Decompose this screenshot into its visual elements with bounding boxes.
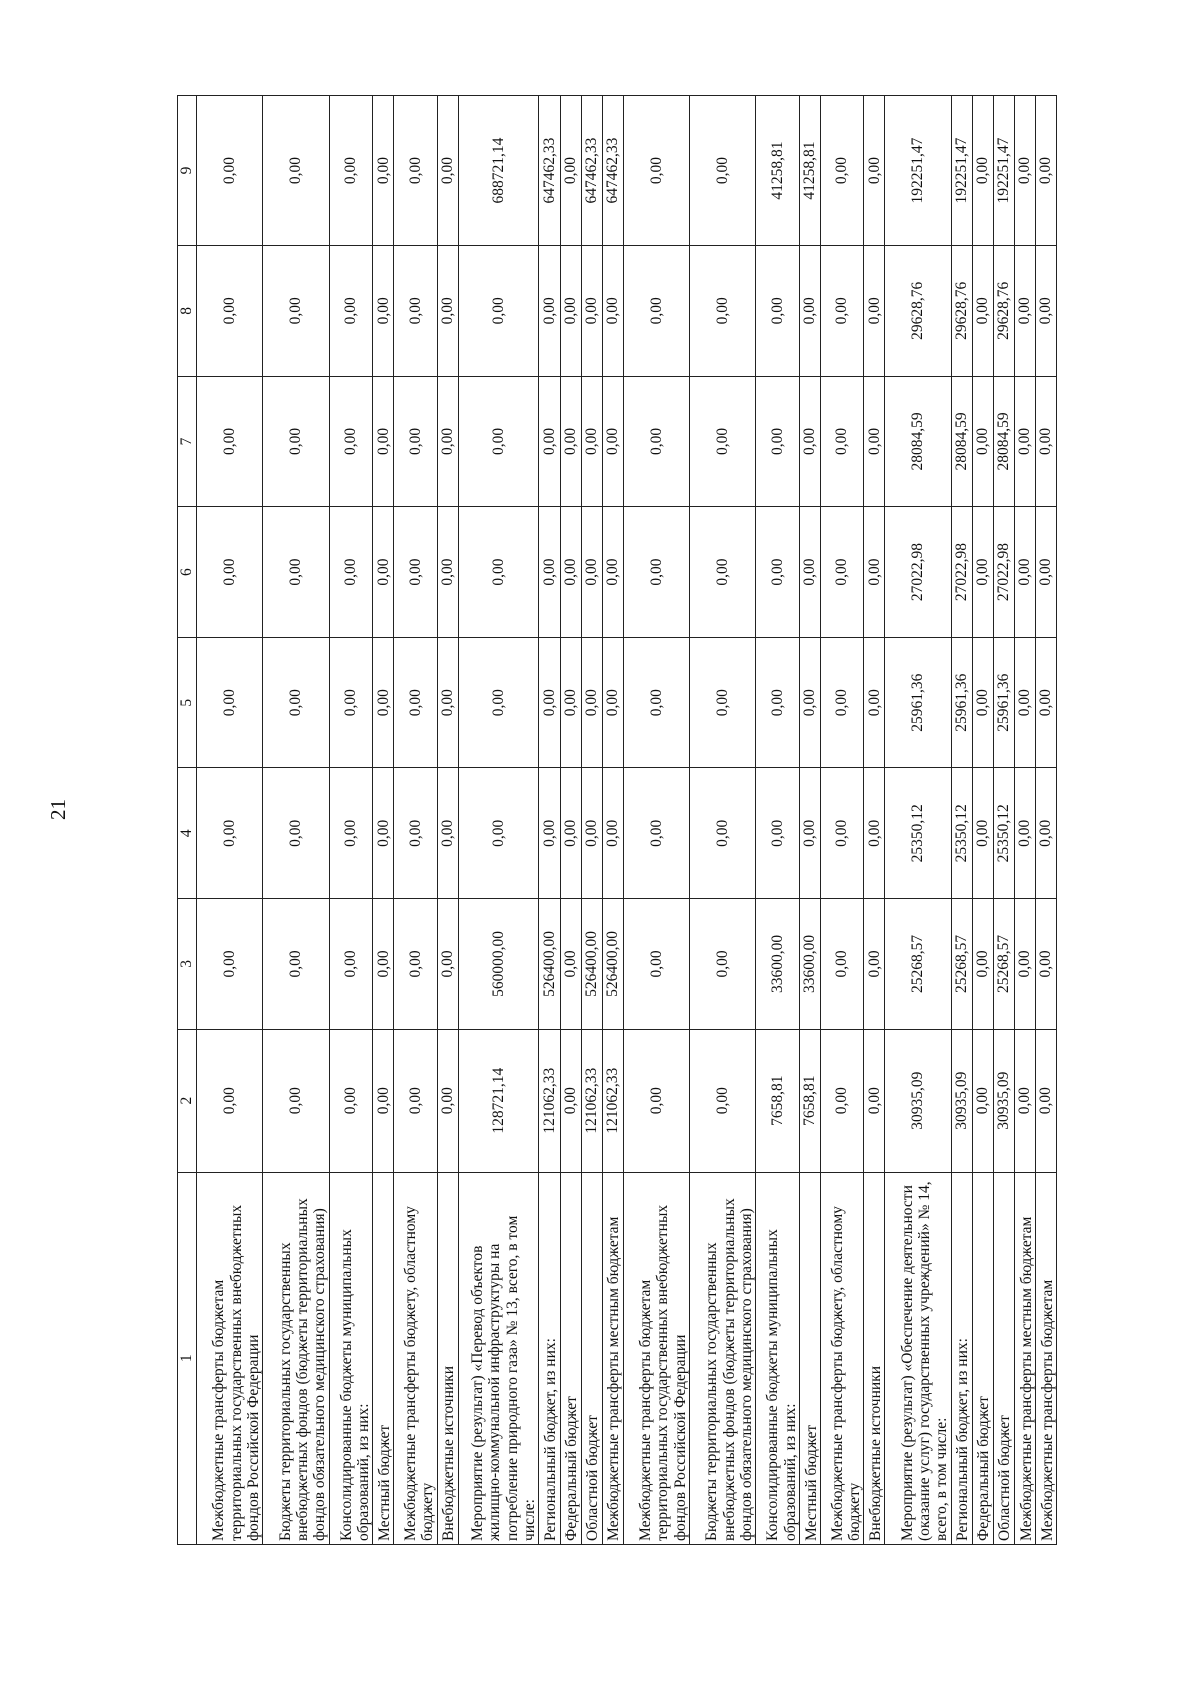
value-cell: 0,00: [458, 768, 539, 899]
value-cell: 0,00: [197, 507, 263, 638]
value-cell: 41258,81: [756, 96, 800, 246]
value-cell: 0,00: [373, 637, 394, 768]
column-header: 7: [178, 376, 197, 507]
row-label: Мероприятие (результат) «Обеспечение деятельности (оказание услуг) государственных учреждений» № 14, всего, в том числе:: [885, 1172, 951, 1544]
row-label: Межбюджетные трансферты местным бюджетам: [1014, 1172, 1035, 1544]
value-cell: 0,00: [560, 246, 581, 377]
column-header: 5: [178, 637, 197, 768]
row-label: Внебюджетные источники: [437, 1172, 458, 1544]
value-cell: 0,00: [329, 768, 373, 899]
value-cell: 0,00: [864, 507, 885, 638]
value-cell: 0,00: [560, 507, 581, 638]
column-header: 2: [178, 1029, 197, 1172]
row-label: Консолидированные бюджеты муниципальных образований, из них:: [756, 1172, 800, 1544]
value-cell: 121062,33: [539, 1029, 560, 1172]
value-cell: 0,00: [581, 376, 602, 507]
value-cell: 25268,57: [951, 899, 972, 1030]
value-cell: 0,00: [394, 96, 438, 246]
row-label: Областной бюджет: [993, 1172, 1014, 1544]
value-cell: 0,00: [820, 376, 864, 507]
value-cell: 33600,00: [799, 899, 820, 1030]
row-label: Межбюджетные трансферты бюджетам: [1035, 1172, 1056, 1544]
value-cell: 0,00: [864, 376, 885, 507]
value-cell: 27022,98: [885, 507, 951, 638]
value-cell: 7658,81: [799, 1029, 820, 1172]
value-cell: 0,00: [437, 96, 458, 246]
value-cell: 28084,59: [885, 376, 951, 507]
table-row: [394, 96, 438, 1545]
row-label: Межбюджетные трансферты бюджету, областному бюджету: [394, 1172, 438, 1544]
value-cell: 0,00: [1035, 1029, 1056, 1172]
value-cell: 0,00: [820, 507, 864, 638]
table-row: [689, 96, 755, 1545]
table-row: [820, 96, 864, 1545]
value-cell: 647462,33: [602, 96, 623, 246]
table-row: [437, 96, 458, 1545]
value-cell: 0,00: [437, 246, 458, 377]
value-cell: 25350,12: [993, 768, 1014, 899]
value-cell: 0,00: [689, 507, 755, 638]
table-row: [972, 96, 993, 1545]
value-cell: 0,00: [623, 899, 689, 1030]
value-cell: 29628,76: [993, 246, 1014, 377]
value-cell: 560000,00: [458, 899, 539, 1030]
column-header: 9: [178, 96, 197, 246]
table-row: [329, 96, 373, 1545]
value-cell: 0,00: [437, 768, 458, 899]
value-cell: 0,00: [437, 507, 458, 638]
value-cell: 28084,59: [951, 376, 972, 507]
value-cell: 0,00: [329, 246, 373, 377]
value-cell: 0,00: [799, 246, 820, 377]
value-cell: 647462,33: [581, 96, 602, 246]
value-cell: 0,00: [602, 246, 623, 377]
value-cell: 0,00: [972, 96, 993, 246]
value-cell: 30935,09: [993, 1029, 1014, 1172]
value-cell: 0,00: [1035, 768, 1056, 899]
row-label: Межбюджетные трансферты бюджетам территориальных государственных внебюджетных фондов Российской Федерации: [197, 1172, 263, 1544]
value-cell: 0,00: [373, 507, 394, 638]
row-label: Местный бюджет: [799, 1172, 820, 1544]
value-cell: 647462,33: [539, 96, 560, 246]
value-cell: 0,00: [560, 899, 581, 1030]
value-cell: 0,00: [1014, 96, 1035, 246]
value-cell: 0,00: [263, 507, 329, 638]
value-cell: 0,00: [1014, 637, 1035, 768]
row-label: Внебюджетные источники: [864, 1172, 885, 1544]
value-cell: 0,00: [799, 768, 820, 899]
value-cell: 0,00: [560, 637, 581, 768]
value-cell: 25350,12: [951, 768, 972, 899]
header-row: [178, 96, 197, 1545]
value-cell: 0,00: [329, 637, 373, 768]
value-cell: 41258,81: [799, 96, 820, 246]
value-cell: 121062,33: [581, 1029, 602, 1172]
value-cell: 0,00: [458, 637, 539, 768]
value-cell: 0,00: [373, 768, 394, 899]
row-label: Местный бюджет: [373, 1172, 394, 1544]
table-row: [602, 96, 623, 1545]
column-header: 4: [178, 768, 197, 899]
column-header: 8: [178, 246, 197, 377]
value-cell: 0,00: [329, 376, 373, 507]
column-header: 3: [178, 899, 197, 1030]
value-cell: 0,00: [263, 768, 329, 899]
value-cell: 0,00: [1014, 376, 1035, 507]
value-cell: 0,00: [458, 246, 539, 377]
value-cell: 192251,47: [885, 96, 951, 246]
value-cell: 29628,76: [885, 246, 951, 377]
row-label: Межбюджетные трансферты бюджету, областному бюджету: [820, 1172, 864, 1544]
table-row: [560, 96, 581, 1545]
value-cell: 0,00: [1014, 1029, 1035, 1172]
value-cell: 0,00: [1014, 899, 1035, 1030]
value-cell: 28084,59: [993, 376, 1014, 507]
value-cell: 0,00: [799, 376, 820, 507]
value-cell: 0,00: [972, 637, 993, 768]
table-row: [951, 96, 972, 1545]
value-cell: 192251,47: [951, 96, 972, 246]
value-cell: 0,00: [581, 637, 602, 768]
value-cell: 0,00: [623, 768, 689, 899]
table-row: [864, 96, 885, 1545]
table-row: [458, 96, 539, 1545]
table-row: [623, 96, 689, 1545]
value-cell: 0,00: [1035, 246, 1056, 377]
value-cell: 0,00: [458, 376, 539, 507]
value-cell: 192251,47: [993, 96, 1014, 246]
value-cell: 0,00: [689, 246, 755, 377]
value-cell: 0,00: [329, 899, 373, 1030]
value-cell: 0,00: [623, 246, 689, 377]
value-cell: 0,00: [373, 899, 394, 1030]
value-cell: 0,00: [972, 768, 993, 899]
value-cell: 0,00: [1014, 507, 1035, 638]
value-cell: 121062,33: [602, 1029, 623, 1172]
value-cell: 0,00: [329, 507, 373, 638]
value-cell: 0,00: [689, 376, 755, 507]
value-cell: 0,00: [539, 637, 560, 768]
table-row: [263, 96, 329, 1545]
value-cell: 0,00: [756, 246, 800, 377]
row-label: Бюджеты территориальных государственных внебюджетных фондов (бюджеты территориальных фондов обязательного медицинского страхования): [689, 1172, 755, 1544]
value-cell: 0,00: [560, 376, 581, 507]
value-cell: 0,00: [394, 246, 438, 377]
value-cell: 0,00: [689, 899, 755, 1030]
column-header: 6: [178, 507, 197, 638]
value-cell: 0,00: [394, 899, 438, 1030]
value-cell: 0,00: [263, 246, 329, 377]
table-row: [1035, 96, 1056, 1545]
value-cell: 0,00: [972, 246, 993, 377]
value-cell: 128721,14: [458, 1029, 539, 1172]
value-cell: 0,00: [623, 96, 689, 246]
value-cell: 0,00: [437, 1029, 458, 1172]
value-cell: 0,00: [581, 768, 602, 899]
value-cell: 0,00: [458, 507, 539, 638]
value-cell: 0,00: [373, 1029, 394, 1172]
value-cell: 0,00: [820, 768, 864, 899]
value-cell: 7658,81: [756, 1029, 800, 1172]
column-header: 1: [178, 1172, 197, 1544]
value-cell: 0,00: [820, 1029, 864, 1172]
value-cell: 0,00: [394, 507, 438, 638]
value-cell: 0,00: [689, 768, 755, 899]
value-cell: 526400,00: [539, 899, 560, 1030]
value-cell: 0,00: [197, 768, 263, 899]
value-cell: 0,00: [689, 1029, 755, 1172]
value-cell: 0,00: [972, 899, 993, 1030]
value-cell: 0,00: [756, 507, 800, 638]
value-cell: 0,00: [820, 96, 864, 246]
value-cell: 25268,57: [993, 899, 1014, 1030]
value-cell: 27022,98: [951, 507, 972, 638]
value-cell: 0,00: [1035, 899, 1056, 1030]
value-cell: 0,00: [560, 1029, 581, 1172]
table-row: [993, 96, 1014, 1545]
row-label: Консолидированные бюджеты муниципальных образований, из них:: [329, 1172, 373, 1544]
value-cell: 0,00: [263, 637, 329, 768]
value-cell: 0,00: [581, 246, 602, 377]
row-label: Межбюджетные трансферты местным бюджетам: [602, 1172, 623, 1544]
table-row: [197, 96, 263, 1545]
value-cell: 0,00: [602, 768, 623, 899]
table-row: [885, 96, 951, 1545]
value-cell: 0,00: [394, 637, 438, 768]
value-cell: 25961,36: [993, 637, 1014, 768]
value-cell: 0,00: [197, 96, 263, 246]
table-row: [1014, 96, 1035, 1545]
value-cell: 0,00: [373, 96, 394, 246]
value-cell: 0,00: [799, 507, 820, 638]
value-cell: 0,00: [1035, 507, 1056, 638]
value-cell: 0,00: [539, 768, 560, 899]
value-cell: 25961,36: [885, 637, 951, 768]
value-cell: 0,00: [329, 1029, 373, 1172]
row-label: Федеральный бюджет: [972, 1172, 993, 1544]
value-cell: 0,00: [820, 637, 864, 768]
value-cell: 0,00: [799, 637, 820, 768]
value-cell: 0,00: [539, 376, 560, 507]
value-cell: 0,00: [972, 507, 993, 638]
value-cell: 0,00: [602, 376, 623, 507]
value-cell: 0,00: [1014, 246, 1035, 377]
value-cell: 0,00: [623, 637, 689, 768]
table-row: [799, 96, 820, 1545]
value-cell: 30935,09: [951, 1029, 972, 1172]
value-cell: 0,00: [623, 376, 689, 507]
row-label: Федеральный бюджет: [560, 1172, 581, 1544]
table-row: [756, 96, 800, 1545]
value-cell: 0,00: [1035, 96, 1056, 246]
value-cell: 0,00: [602, 637, 623, 768]
value-cell: 0,00: [263, 899, 329, 1030]
value-cell: 0,00: [689, 96, 755, 246]
value-cell: 0,00: [756, 637, 800, 768]
value-cell: 0,00: [602, 507, 623, 638]
value-cell: 0,00: [1035, 376, 1056, 507]
value-cell: 526400,00: [581, 899, 602, 1030]
value-cell: 0,00: [539, 246, 560, 377]
value-cell: 30935,09: [885, 1029, 951, 1172]
value-cell: 0,00: [864, 96, 885, 246]
value-cell: 0,00: [437, 376, 458, 507]
value-cell: 0,00: [437, 637, 458, 768]
value-cell: 0,00: [581, 507, 602, 638]
value-cell: 0,00: [972, 1029, 993, 1172]
row-label: Мероприятие (результат) «Перевод объектов жилищно-коммунальной инфраструктуры на потребление природного газа» № 13, всего, в том числе:: [458, 1172, 539, 1544]
value-cell: 0,00: [373, 246, 394, 377]
value-cell: 0,00: [394, 1029, 438, 1172]
value-cell: 0,00: [197, 376, 263, 507]
value-cell: 0,00: [263, 96, 329, 246]
value-cell: 25268,57: [885, 899, 951, 1030]
value-cell: 0,00: [820, 899, 864, 1030]
value-cell: 688721,14: [458, 96, 539, 246]
value-cell: 0,00: [197, 899, 263, 1030]
value-cell: 0,00: [394, 376, 438, 507]
value-cell: 0,00: [756, 376, 800, 507]
value-cell: 0,00: [864, 768, 885, 899]
value-cell: 0,00: [756, 768, 800, 899]
row-label: Бюджеты территориальных государственных внебюджетных фондов (бюджеты территориальных фондов обязательного медицинского страхования): [263, 1172, 329, 1544]
value-cell: 0,00: [972, 376, 993, 507]
value-cell: 0,00: [437, 899, 458, 1030]
budget-table: [177, 95, 1057, 1545]
value-cell: 0,00: [689, 637, 755, 768]
value-cell: 0,00: [1035, 637, 1056, 768]
value-cell: 0,00: [394, 768, 438, 899]
value-cell: 0,00: [197, 637, 263, 768]
value-cell: 0,00: [263, 376, 329, 507]
value-cell: 0,00: [864, 1029, 885, 1172]
row-label: Региональный бюджет, из них:: [539, 1172, 560, 1544]
value-cell: 0,00: [820, 246, 864, 377]
value-cell: 33600,00: [756, 899, 800, 1030]
value-cell: 0,00: [373, 376, 394, 507]
value-cell: 0,00: [1014, 768, 1035, 899]
value-cell: 0,00: [864, 899, 885, 1030]
value-cell: 25350,12: [885, 768, 951, 899]
value-cell: 526400,00: [602, 899, 623, 1030]
value-cell: 29628,76: [951, 246, 972, 377]
value-cell: 27022,98: [993, 507, 1014, 638]
value-cell: 0,00: [623, 1029, 689, 1172]
value-cell: 0,00: [560, 768, 581, 899]
table-row: [581, 96, 602, 1545]
value-cell: 0,00: [197, 1029, 263, 1172]
value-cell: 0,00: [864, 637, 885, 768]
value-cell: 0,00: [329, 96, 373, 246]
value-cell: 0,00: [560, 96, 581, 246]
rotated-table-container: [177, 95, 1057, 1545]
value-cell: 0,00: [864, 246, 885, 377]
row-label: Межбюджетные трансферты бюджетам территориальных государственных внебюджетных фондов Российской Федерации: [623, 1172, 689, 1544]
value-cell: 0,00: [263, 1029, 329, 1172]
row-label: Региональный бюджет, из них:: [951, 1172, 972, 1544]
page-number: 21: [46, 799, 70, 820]
value-cell: 0,00: [539, 507, 560, 638]
value-cell: 25961,36: [951, 637, 972, 768]
table-row: [373, 96, 394, 1545]
row-label: Областной бюджет: [581, 1172, 602, 1544]
table-row: [539, 96, 560, 1545]
value-cell: 0,00: [197, 246, 263, 377]
value-cell: 0,00: [623, 507, 689, 638]
